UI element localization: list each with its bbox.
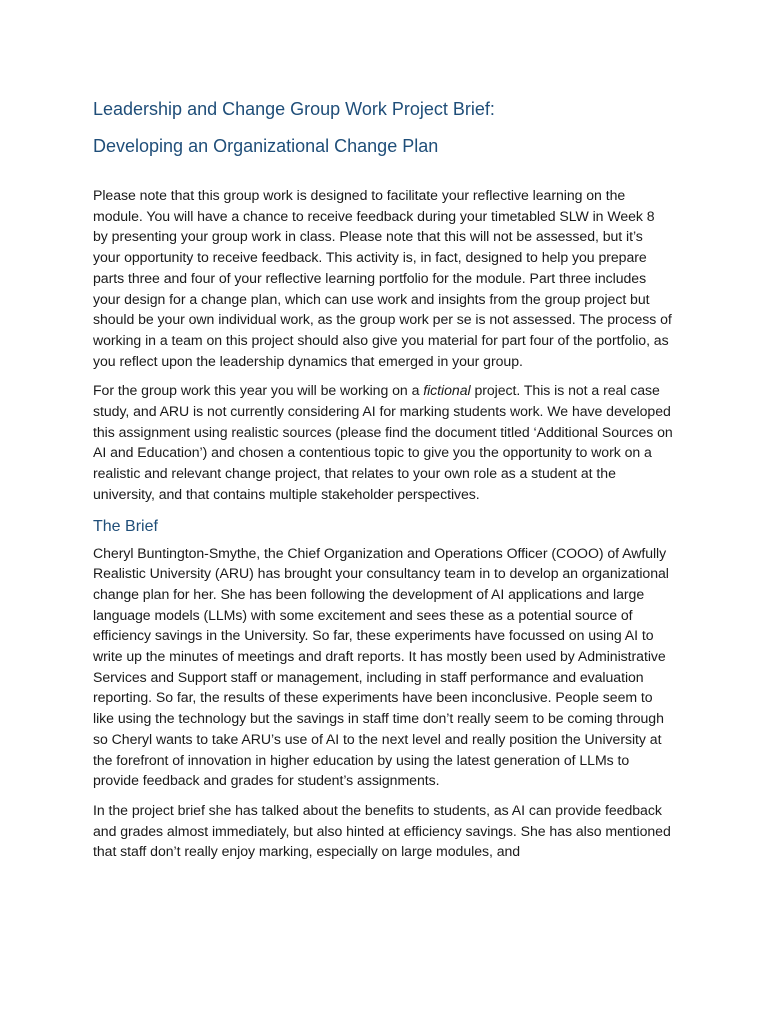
intro-paragraph: Please note that this group work is designed to facilitate your reflective learning on the module. You will have a chance to receive feedback during your timetabled SLW in Week 8 by presenting your group work in class. Please note that this will not be assessed, but it’s your opportunity to receive feedback. This activity is, in fact, designed to help you prepare parts three and four of your reflective learning portfolio for the module. Part three includes your design for a change plan, which can use work and insights from the group project but should be your own individual work, as the group work per se is not assessed. The process of working in a team on this project should also give you material for part four of the portfolio, as you reflect upon the leadership dynamics that emerged in your group. — [93, 187, 672, 369]
brief-paragraph: Cheryl Buntington-Smythe, the Chief Organization and Operations Officer (COOO) of Awfully Realistic University (ARU) has brought your consultancy team in to develop an organizational change plan for her. She has been following the development of AI applications and large language models (LLMs) with some excitement and sees these as a potential source of efficiency savings in the University. So far, these experiments have focussed on using AI to write up the minutes of meetings and draft reports. It has mostly been used by Administrative Services and Support staff or management, including in staff performance and evaluation reporting. So far, the results of these experiments have been inconclusive. People seem to like using the technology but the savings in staff time don’t really seem to be coming through so Cheryl wants to take ARU’s use of AI to the next level and really position the University at the forefront of innovation in higher education by using the latest generation of LLMs to provide feedback and grades for student’s assignments. — [93, 544, 669, 789]
paragraph-text-end: project. This is not a real case study, and ARU is not currently considering AI for marking students work. We have developed this assignment using realistic sources (please find the document titled ‘Additional Sources on AI and Education’) and chosen a contentious topic to give you the opportunity to work on a realistic and relevant change project, that relates to your own role as a student at the university, and that contains multiple stakeholder perspectives. — [93, 382, 673, 502]
document-title: Leadership and Change Group Work Project Brief: — [93, 99, 495, 119]
emphasis-fictional: fictional — [423, 382, 471, 399]
project-brief-paragraph: In the project brief she has talked about the benefits to students, as AI can provide feedback and grades almost immediately, but also hinted at efficiency savings. She has also mentioned that staff don’t really enjoy marking, especially on large modules, and — [93, 801, 671, 860]
document-page — [93, 96, 673, 871]
fictional-project-paragraph — [93, 380, 673, 504]
brief-heading: The Brief — [93, 517, 158, 535]
document-subtitle: Developing an Organizational Change Plan — [93, 136, 439, 156]
paragraph-text-start: For the group work this year you will be working on a — [93, 382, 424, 399]
